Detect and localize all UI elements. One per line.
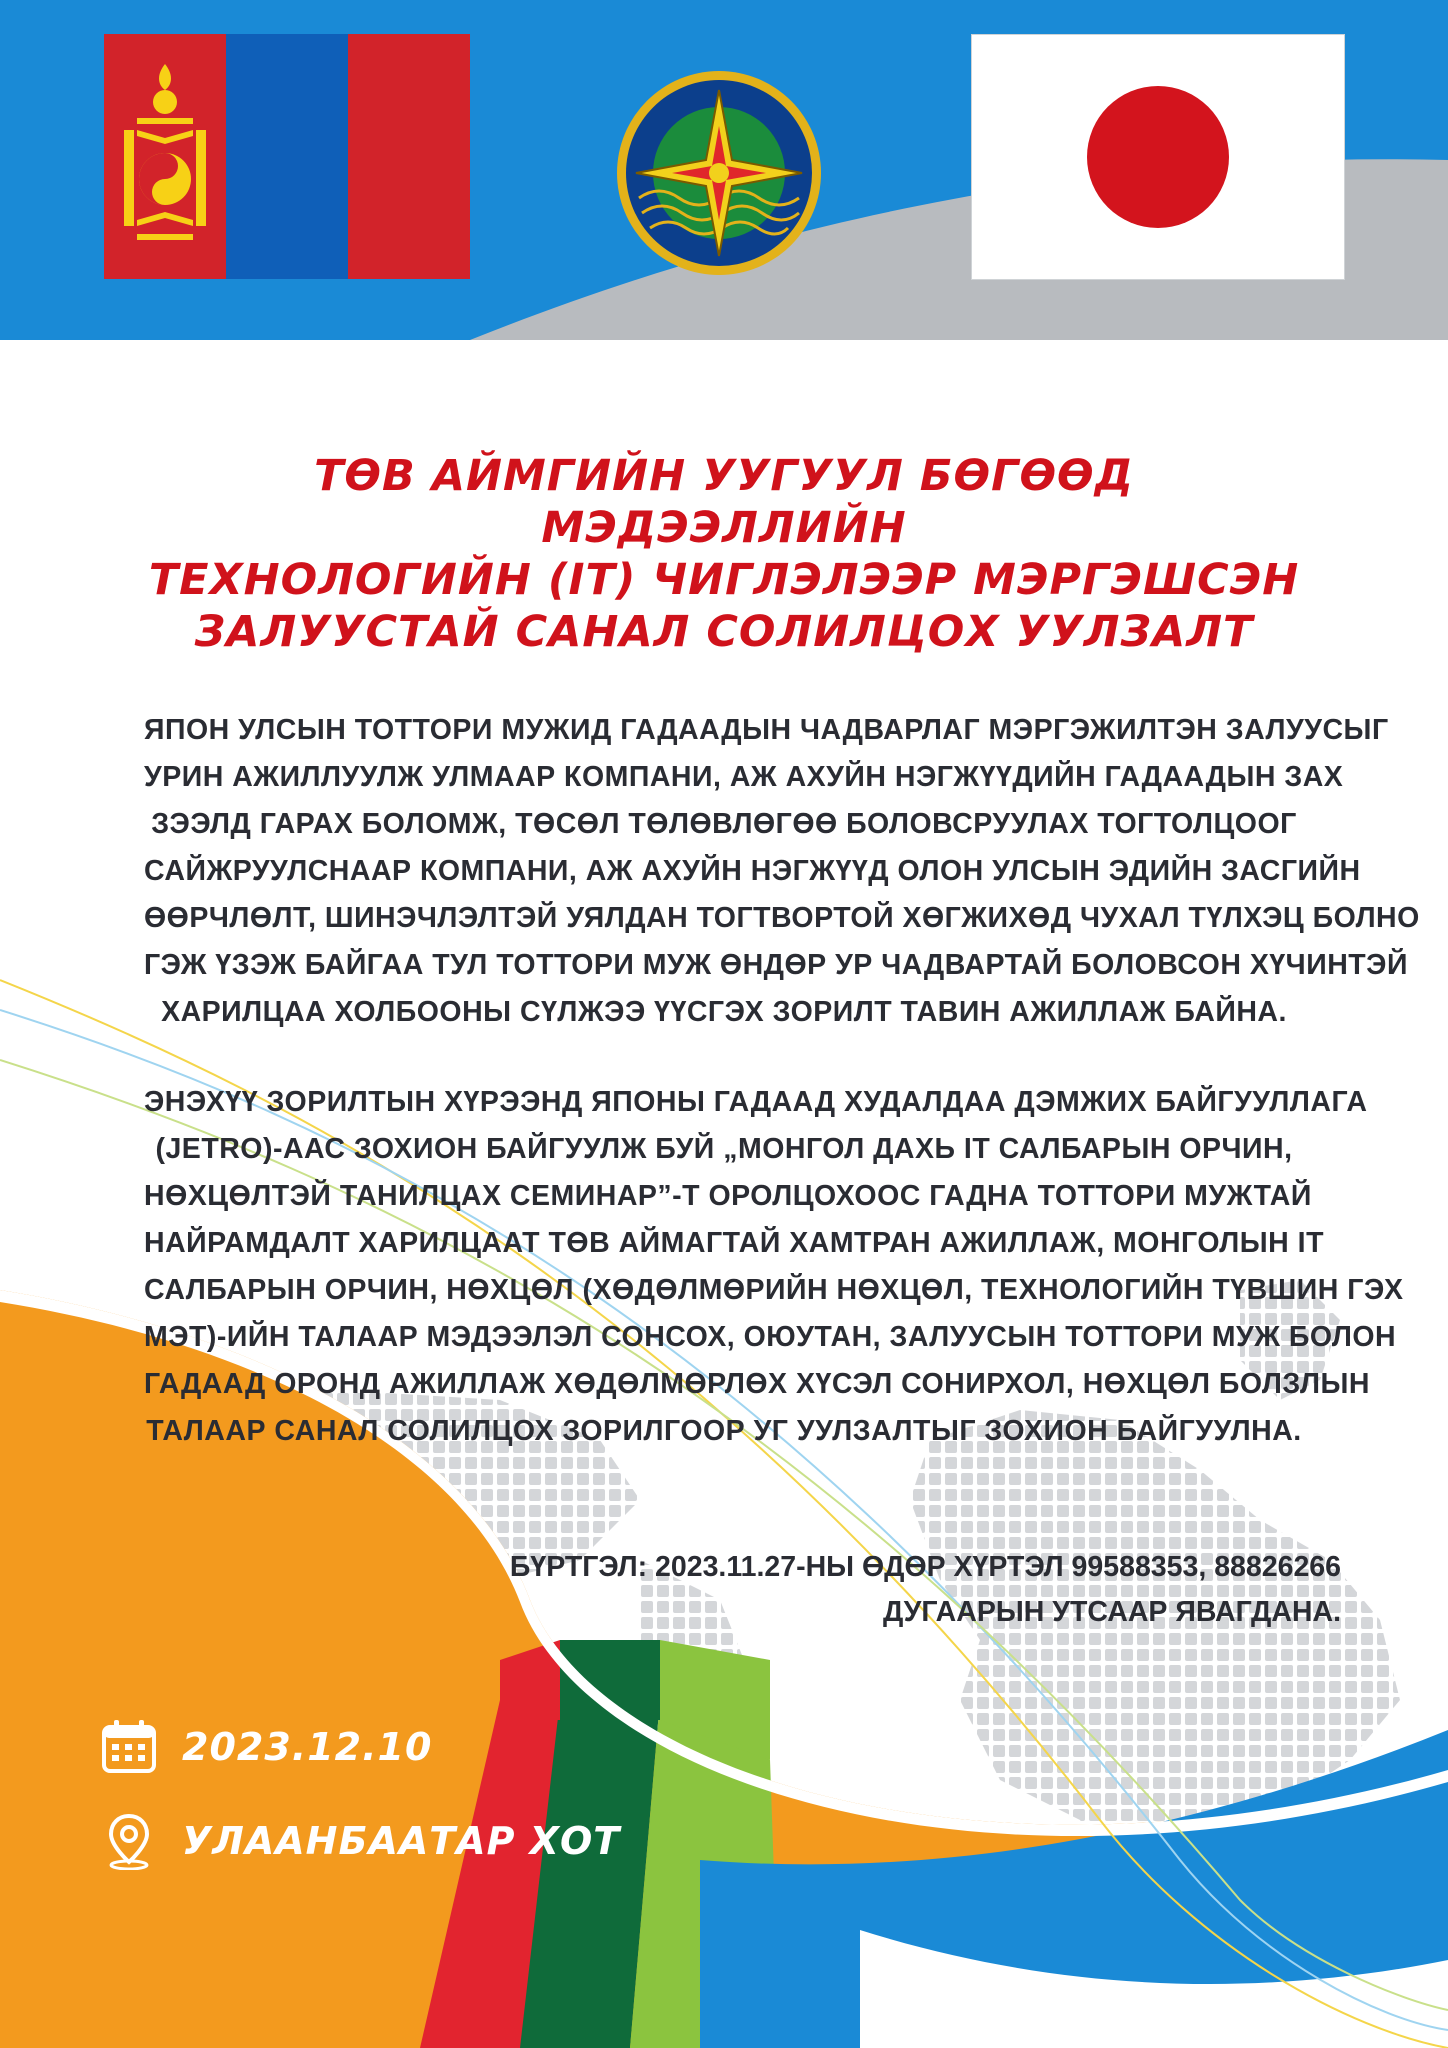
body-paragraph-2 — [144, 1079, 1404, 1455]
title-line-3: ЗАЛУУСТАЙ САНАЛ СОЛИЛЦОХ УУЛЗАЛТ — [194, 607, 1254, 657]
paragraph-line: ГЭЖ ҮЗЭЖ БАЙГАА ТУЛ ТОТТОРИ МУЖ ӨНДӨР УР ЧАДВАРТАЙ БОЛОВСОН ХҮЧИНТЭЙ — [144, 949, 1408, 981]
body-paragraph-1 — [144, 707, 1420, 1036]
paragraph-line: ЗЭЭЛД ГАРАХ БОЛОМЖ, ТӨСӨЛ ТӨЛӨВЛӨГӨӨ БОЛОВСРУУЛАХ ТОГТОЛЦООГ — [151, 808, 1297, 840]
registration-info — [341, 1545, 1341, 1635]
event-date-text: 2023.12.10 — [182, 1725, 433, 1769]
title-line-2: ТЕХНОЛОГИЙН (IT) ЧИГЛЭЛЭЭР МЭРГЭШСЭН — [148, 555, 1300, 605]
paragraph-line: ЭНЭХҮҮ ЗОРИЛТЫН ХҮРЭЭНД ЯПОНЫ ГАДААД ХУДАЛДАА ДЭМЖИХ БАЙГУУЛЛАГА — [144, 1086, 1368, 1118]
event-location-text: УЛААНБААТАР ХОТ — [182, 1819, 621, 1863]
paragraph-line: НӨХЦӨЛТЭЙ ТАНИЛЦАХ СЕМИНАР”-Т ОРОЛЦОХООС ГАДНА ТОТТОРИ МУЖТАЙ — [144, 1180, 1312, 1212]
location-pin-icon — [100, 1812, 158, 1870]
paragraph-line: ГАДААД ОРОНД АЖИЛЛАЖ ХӨДӨЛМӨРЛӨХ ХҮСЭЛ СОНИРХОЛ, НӨХЦӨЛ БОЛЗЛЫН — [144, 1368, 1370, 1400]
event-date — [100, 1718, 432, 1776]
paragraph-line: САЙЖРУУЛСНААР КОМПАНИ, АЖ АХУЙН НЭГЖҮҮД ОЛОН УЛСЫН ЭДИЙН ЗАСГИЙН — [144, 855, 1361, 887]
paragraph-line: МЭТ)-ИЙН ТАЛААР МЭДЭЭЛЭЛ СОНСОХ, ОЮУТАН, ЗАЛУУСЫН ТОТТОРИ МУЖ БОЛОН — [144, 1321, 1397, 1353]
page-title — [124, 450, 1324, 658]
title-line-1: ТӨВ АЙМГИЙН УУГУУЛ БӨГӨӨД МЭДЭЭЛЛИЙН — [314, 451, 1134, 553]
paragraph-line: ӨӨРЧЛӨЛТ, ШИНЭЧЛЭЛТЭЙ УЯЛДАН ТОГТВОРТОЙ ХӨГЖИХӨД ЧУХАЛ ТҮЛХЭЦ БОЛНО — [144, 902, 1420, 934]
paragraph-line: (JETRO)-ААС ЗОХИОН БАЙГУУЛЖ БУЙ „МОНГОЛ ДАХЬ IT САЛБАРЫН ОРЧИН, — [155, 1133, 1293, 1165]
registration-line-2: ДУГААРЫН УТСААР ЯВАГДАНА. — [882, 1596, 1341, 1628]
event-location — [100, 1812, 620, 1870]
paragraph-line: УРИН АЖИЛЛУУЛЖ УЛМААР КОМПАНИ, АЖ АХУЙН НЭГЖҮҮДИЙН ГАДААДЫН ЗАХ — [144, 761, 1344, 793]
paragraph-line: НАЙРАМДАЛТ ХАРИЛЦААТ ТӨВ АЙМАГТАЙ ХАМТРАН АЖИЛЛАЖ, МОНГОЛЫН IT — [144, 1227, 1325, 1259]
paragraph-line: ЯПОН УЛСЫН ТОТТОРИ МУЖИД ГАДААДЫН ЧАДВАРЛАГ МЭРГЭЖИЛТЭН ЗАЛУУСЫГ — [144, 714, 1389, 746]
registration-line-1: БҮРТГЭЛ: 2023.11.27-НЫ ӨДӨР ХҮРТЭЛ 99588353, 88826266 — [509, 1551, 1341, 1583]
calendar-icon — [100, 1718, 158, 1776]
paragraph-line: ХАРИЛЦАА ХОЛБООНЫ СҮЛЖЭЭ ҮҮСГЭХ ЗОРИЛТ ТАВИН АЖИЛЛАЖ БАЙНА. — [161, 996, 1287, 1028]
paragraph-line: ТАЛААР САНАЛ СОЛИЛЦОХ ЗОРИЛГООР УГ УУЛЗАЛТЫГ ЗОХИОН БАЙГУУЛНА. — [146, 1415, 1302, 1447]
paragraph-line: САЛБАРЫН ОРЧИН, НӨХЦӨЛ (ХӨДӨЛМӨРИЙН НӨХЦӨЛ, ТЕХНОЛОГИЙН ТҮВШИН ГЭХ — [144, 1274, 1404, 1306]
